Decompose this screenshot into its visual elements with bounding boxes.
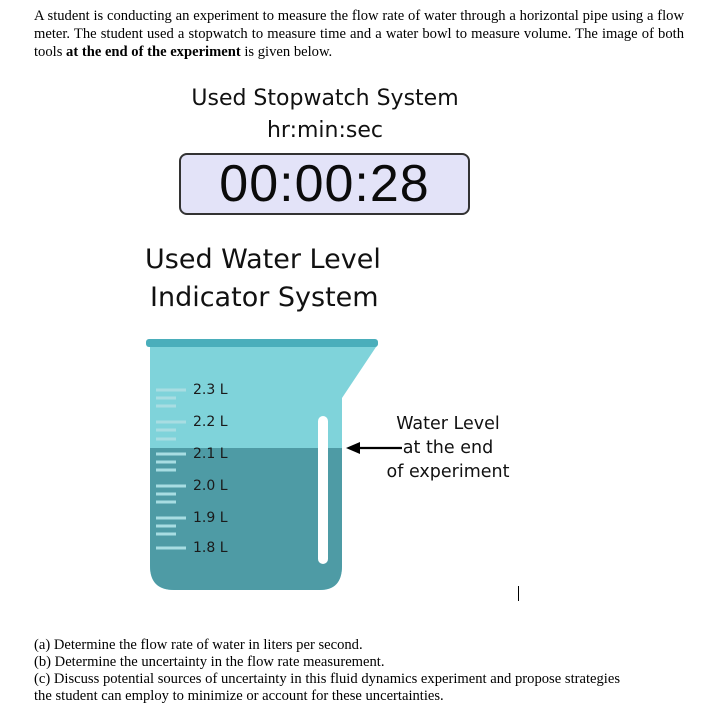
scale-label-2-0: 2.0 L bbox=[193, 478, 228, 494]
intro-text-part2: is given below. bbox=[240, 44, 333, 60]
beaker-rim bbox=[146, 339, 378, 347]
stopwatch-time: 00:00:28 bbox=[219, 155, 430, 213]
water-level-indicator-label bbox=[378, 412, 518, 484]
intro-bold-text: at the end of the experiment bbox=[66, 44, 241, 60]
scale-label-1-8: 1.8 L bbox=[193, 540, 228, 556]
indicator-line1: Water Level bbox=[396, 414, 500, 434]
stopwatch-units: hr:min:sec bbox=[266, 118, 383, 143]
indicator-line2: at the end bbox=[402, 438, 494, 458]
indicator-line3: of experiment bbox=[386, 462, 510, 482]
intro-text-part1: A student is conducting an experiment to measure the flow rate of water through a horizontal pipe using a flow meter. The student used a stopwatch to measure time and a water bowl to measure volume. The image of both tools bbox=[34, 8, 684, 60]
scale-label-2-1: 2.1 L bbox=[193, 446, 228, 462]
scale-label-1-9: 1.9 L bbox=[193, 510, 228, 526]
questions bbox=[34, 637, 620, 705]
water-level-title-line1: Used Water Level bbox=[145, 244, 381, 275]
question-a: (a) Determine the flow rate of water in liters per second. bbox=[34, 637, 363, 653]
text-cursor bbox=[518, 586, 519, 601]
level-tube bbox=[318, 416, 328, 564]
stopwatch-display bbox=[179, 153, 470, 215]
beaker-illustration bbox=[144, 336, 384, 598]
intro-paragraph bbox=[34, 7, 684, 61]
question-c: (c) Discuss potential sources of uncertainty in this fluid dynamics experiment and propose strategies the student can employ to minimize or account for these uncertainties. bbox=[34, 671, 620, 704]
scale-label-2-3: 2.3 L bbox=[193, 382, 228, 398]
question-b: (b) Determine the uncertainty in the flow rate measurement. bbox=[34, 654, 385, 670]
stopwatch-title: Used Stopwatch System bbox=[191, 86, 459, 111]
water-level-title-line2: Indicator System bbox=[150, 282, 379, 313]
scale-label-2-2: 2.2 L bbox=[193, 414, 228, 430]
